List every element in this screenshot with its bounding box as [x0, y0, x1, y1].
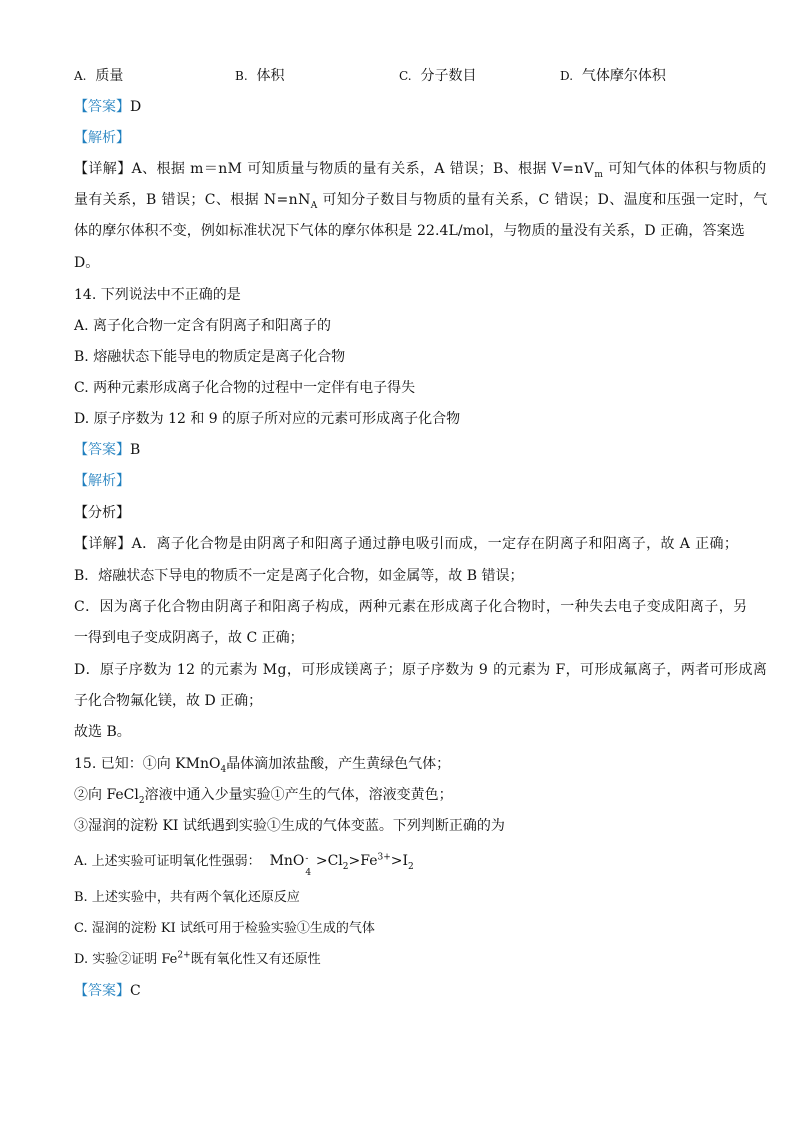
q15-stem-line-1: 15. 已知：①向 KMnO$_4$晶体滴加浓盐酸，产生黄绿色气体； — [74, 756, 451, 775]
q14-option-c: C. 两种元素形成离子化合物的过程中一定伴有电子得失 — [74, 380, 416, 396]
answer-tag: 【答案】 — [74, 442, 130, 458]
q15-stem-line-2: ②向 FeCl$_2$溶液中通入少量实验①产生的气体，溶液变黄色； — [74, 787, 453, 806]
q13-option-a: A. 质量 — [74, 68, 124, 84]
answer-value: C — [130, 983, 141, 999]
q14-stem: 14. 下列说法中不正确的是 — [74, 287, 241, 303]
answer-tag: 【答案】 — [74, 99, 130, 115]
q14-analysis-tag: 【解析】 — [74, 473, 130, 489]
q14-detail-line-6: 子化合物氟化镁，故 D 正确； — [74, 693, 263, 709]
answer-value: B — [130, 442, 141, 458]
q13-option-c: C. 分子数目 — [399, 68, 477, 84]
q13-options-row — [74, 66, 714, 86]
q15-stem-line-3: ③湿润的淀粉 KI 试纸遇到实验①生成的气体变蓝。下列判断正确的为 — [74, 818, 505, 834]
q14-fenxi-tag: 【分析】 — [74, 505, 130, 521]
q13-answer — [74, 97, 141, 117]
q15-answer — [74, 981, 141, 1001]
q14-detail-line-3: C．因为离子化合物由阴离子和阳离子构成，两种元素在形成离子化合物时，一种失去电子变成阳离子，另 — [74, 599, 748, 615]
q13-detail-line-3: 体的摩尔体积不变，例如标准状况下气体的摩尔体积是 22.4L/mol，与物质的量没有关系，D 正确，答案选 — [74, 223, 745, 239]
q14-answer — [74, 440, 140, 460]
q14-option-a: A. 离子化合物一定含有阴离子和阳离子的 — [74, 318, 332, 334]
q13-analysis-tag: 【解析】 — [74, 130, 130, 146]
q13-detail-line-2: 量有关系，B 错误；C、根据 $N=nN_A$ 可知分子数目与物质的量有关系，C 错误；D、温度和压强一定时，气 — [74, 192, 768, 211]
answer-tag: 【答案】 — [74, 983, 130, 999]
q14-detail-line-7: 故选 B。 — [74, 724, 131, 740]
q13-option-b: B. 体积 — [235, 68, 285, 84]
q14-detail-line-1: 【详解】A．离子化合物是由阴离子和阳离子通过静电吸引而成，一定存在阴离子和阳离子，故 A 正确； — [74, 536, 739, 552]
q13-detail-line-1: 【详解】A、根据 m＝nM 可知质量与物质的量有关系，A 错误；B、根据 $V=nV_m$ 可知气体的体积与物质的 — [74, 161, 767, 180]
q13-option-d: D. 气体摩尔体积 — [560, 68, 666, 84]
q14-detail-line-5: D．原子序数为 12 的元素为 Mg，可形成镁离子；原子序数为 9 的元素为 F，可形成氟离子，两者可形成离 — [74, 662, 768, 678]
q14-option-d: D. 原子序数为 12 和 9 的原子所对应的元素可形成离子化合物 — [74, 411, 461, 427]
answer-value: D — [130, 99, 142, 115]
q14-detail-line-4: 一得到电子变成阴离子，故 C 正确； — [74, 630, 304, 646]
q15-option-b: B. 上述实验中，共有两个氧化还原反应 — [74, 890, 300, 905]
oxidizing-order-formula: MnO - 4 $>Cl_2>Fe^{3+}>I_2$ — [269, 852, 414, 878]
q13-detail-line-4: D。 — [74, 255, 100, 271]
q14-detail-line-2: B．熔融状态下导电的物质不一定是离子化合物，如金属等，故 B 错误； — [74, 568, 524, 584]
q15-option-a: A. 上述实验可证明氧化性强弱： MnO - 4 $>Cl_2>Fe^{3+}>I_2$ — [74, 852, 414, 878]
q14-option-b: B. 熔融状态下能导电的物质定是离子化合物 — [74, 349, 346, 365]
q15-option-c: C. 湿润的淀粉 KI 试纸可用于检验实验①生成的气体 — [74, 921, 375, 936]
q15-option-d: D. 实验②证明 $Fe^{2+}$既有氧化性又有还原性 — [74, 950, 321, 967]
